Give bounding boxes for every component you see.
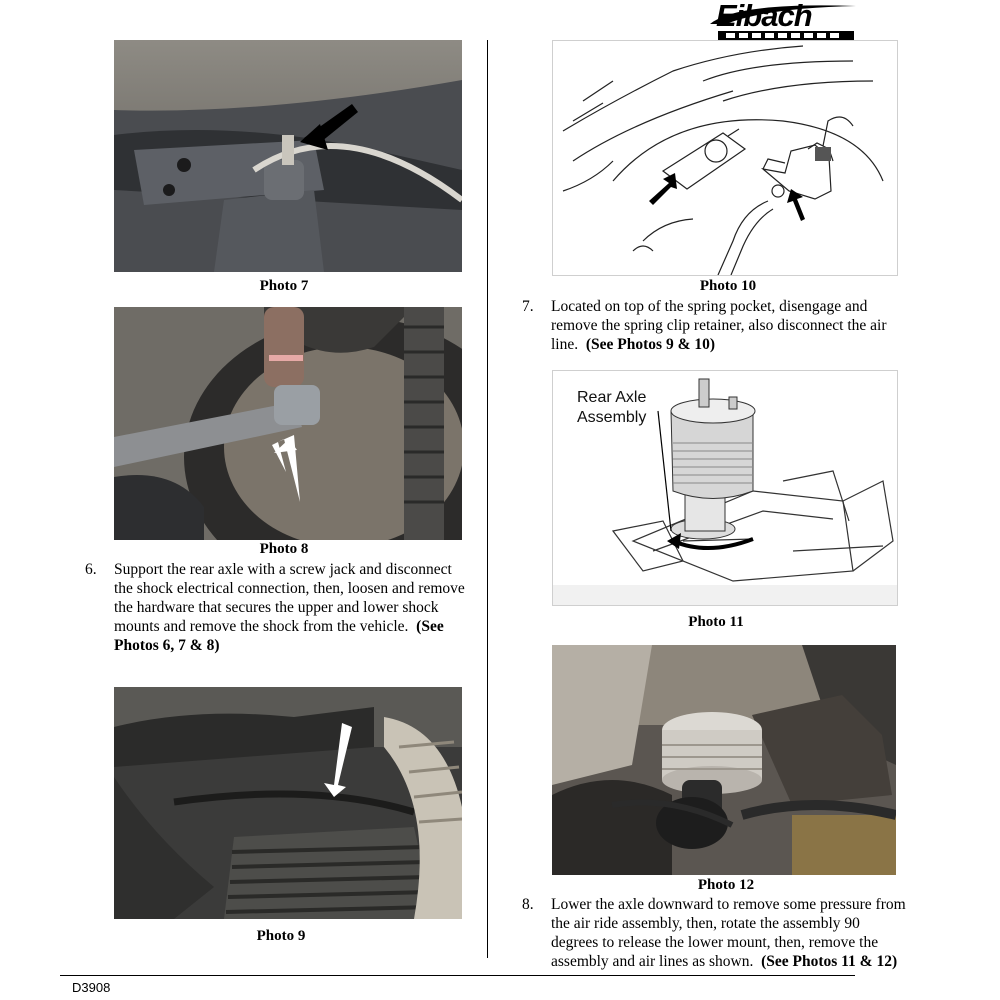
step-6-line: mounts and remove the shock from the vehicle. (See [114, 618, 444, 635]
step-8-ref: (See Photos 11 & 12) [761, 953, 898, 970]
footer-rule [60, 975, 855, 976]
column-divider [487, 40, 488, 958]
photo-11-label: Rear Axle Assembly [577, 389, 647, 426]
photo-11 [552, 370, 898, 606]
step-7-line: line. (See Photos 9 & 10) [551, 336, 716, 353]
photo-10-caption: Photo 10 [699, 278, 757, 294]
step-6-line [114, 636, 494, 655]
step-8-text [551, 895, 961, 971]
photo-7 [114, 40, 462, 272]
photo-9 [114, 687, 462, 919]
eibach-logo-text: Eibach [716, 0, 812, 33]
eibach-logo [706, 0, 858, 42]
photo-11-caption: Photo 11 [688, 614, 744, 630]
step-6 [85, 560, 485, 655]
step-7-text [551, 297, 941, 354]
step-7-number: 7. [522, 298, 534, 315]
step-7-line: remove the spring clip retainer, also disconnect the air [551, 317, 887, 334]
step-6-text [114, 560, 494, 655]
step-6-ref: (See [416, 618, 444, 635]
step-8-line: assembly and air lines as shown. (See Photos 11 & 12) [551, 953, 898, 970]
photo-12 [552, 645, 896, 875]
photo-10 [552, 40, 898, 276]
step-7 [522, 297, 942, 357]
step-6-line: the hardware that secures the upper and lower shock [114, 599, 439, 616]
photo-7-caption: Photo 7 [259, 278, 309, 294]
step-8-line: degrees to release the lower mount, then, remove the [551, 934, 879, 951]
step-6-ref-cont: Photos 6, 7 & 8) [114, 637, 220, 654]
step-6-number: 6. [85, 561, 97, 578]
document-code: D3908 [72, 980, 111, 995]
step-6-line: Support the rear axle with a screw jack and disconnect [114, 561, 452, 578]
step-8-line: the air ride assembly, then, rotate the assembly 90 [551, 915, 860, 932]
photo-9-caption: Photo 9 [256, 928, 306, 944]
step-8-number: 8. [522, 896, 534, 913]
step-7-line: Located on top of the spring pocket, disengage and [551, 298, 868, 315]
photo-8 [114, 307, 462, 540]
photo-12-caption: Photo 12 [697, 877, 755, 893]
step-8 [522, 895, 962, 973]
step-6-line: the shock electrical connection, then, loosen and remove [114, 580, 465, 597]
photo-8-caption: Photo 8 [259, 541, 309, 557]
step-8-line: Lower the axle downward to remove some pressure from [551, 896, 906, 913]
step-7-ref: (See Photos 9 & 10) [585, 336, 716, 353]
